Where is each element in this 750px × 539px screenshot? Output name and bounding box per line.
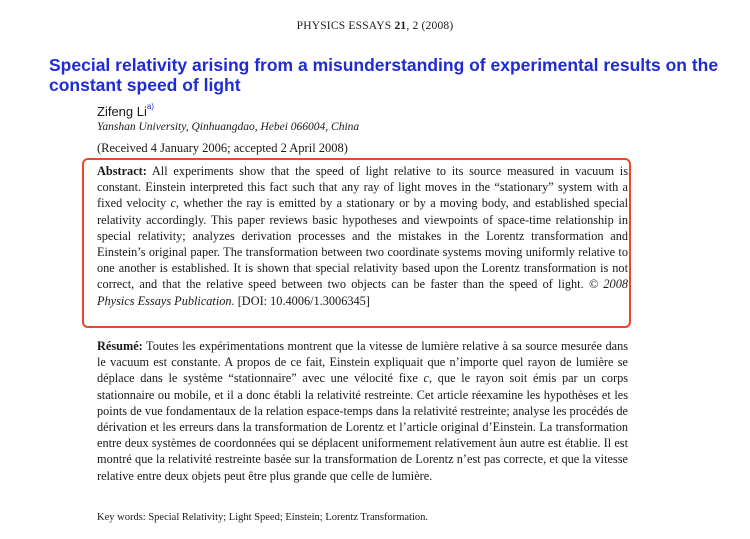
author-line (97, 104, 154, 119)
abstract-c-symbol: c (170, 196, 176, 211)
resume-text-part-2: , que le rayon soit émis par un corps stationnaire ou mobile, et il a donc établi la relativité restreinte. Cet article réexamine les hypothèses et les points de vue fondamentaux de la relation espace-temps dans la relativité restreinte; analyse les procédés de dérivation et les erreurs dans la transformation de Lorentz et l’article original d’Einstein. La transformation entre deux systèmes de coordonnées qui se déplacent uniformement relativement àun autre est établie. Il est montré que la relativité restreinte basée sur la transformation de Lorentz n’est pas correcte, et que la vitesse relative entre deux objets peut être plus grande que celle de lumière. (97, 371, 629, 483)
resume-c-symbol: c (423, 371, 430, 386)
author-affiliation: Yanshan University, Qinhuangdao, Hebei 066004, China (97, 121, 360, 133)
paper-title: Special relativity arising from a misunderstanding of experimental results on the constant speed of light (49, 55, 719, 95)
journal-issue-year: , 2 (2008) (406, 20, 454, 32)
resume-label: Résumé: (97, 339, 143, 353)
resume-paragraph (97, 338, 628, 484)
journal-name: PHYSICS ESSAYS (296, 20, 392, 32)
abstract-copyright: © 2008 Physics Essays Publication. (97, 277, 629, 308)
abstract-paragraph (97, 163, 628, 309)
author-name: Zifeng Li (97, 104, 147, 119)
journal-header (0, 20, 750, 32)
received-dates: (Received 4 January 2006; accepted 2 April 2008) (97, 141, 348, 155)
author-footnote-marker[interactable]: a) (146, 102, 154, 111)
resume-text-part-1: Toutes les expérimentations montrent que la vitesse de lumière relative à sa source mesurée dans le vacuum est constante. A propos de ce fait, Einstein expliquait que n’importe quel rayon de lumière se déplace dans le système “stationnaire” avec une vélocité fixe (97, 339, 628, 386)
abstract-label: Abstract: (97, 164, 147, 178)
abstract-text-part-1: All experiments show that the speed of light relative to its source measured in vacuum is constant. Einstein interpreted this fact such that any ray of light moves in the “stationary” system with a fixed velocity (97, 164, 628, 211)
journal-volume: 21 (394, 20, 407, 32)
keywords-line: Key words: Special Relativity; Light Speed; Einstein; Lorentz Transformation. (97, 512, 428, 523)
abstract-text-part-2: , whether the ray is emitted by a stationary or by a moving body, and established special relativity accordingly. This paper reviews basic hypotheses and viewpoints of space-time relationship in special relativity; analyzes derivation processes and the mistakes in the Lorentz transformation and Einstein’s original paper. The transformation between two coordinate systems moving uniformly relative to one another is established. It is shown that special relativity based upon the Lorentz transformation is not correct, and that the relative speed between two objects can be faster than the speed of light. (97, 196, 628, 292)
abstract-doi[interactable]: [DOI: 10.4006/1.3006345] (234, 293, 370, 308)
